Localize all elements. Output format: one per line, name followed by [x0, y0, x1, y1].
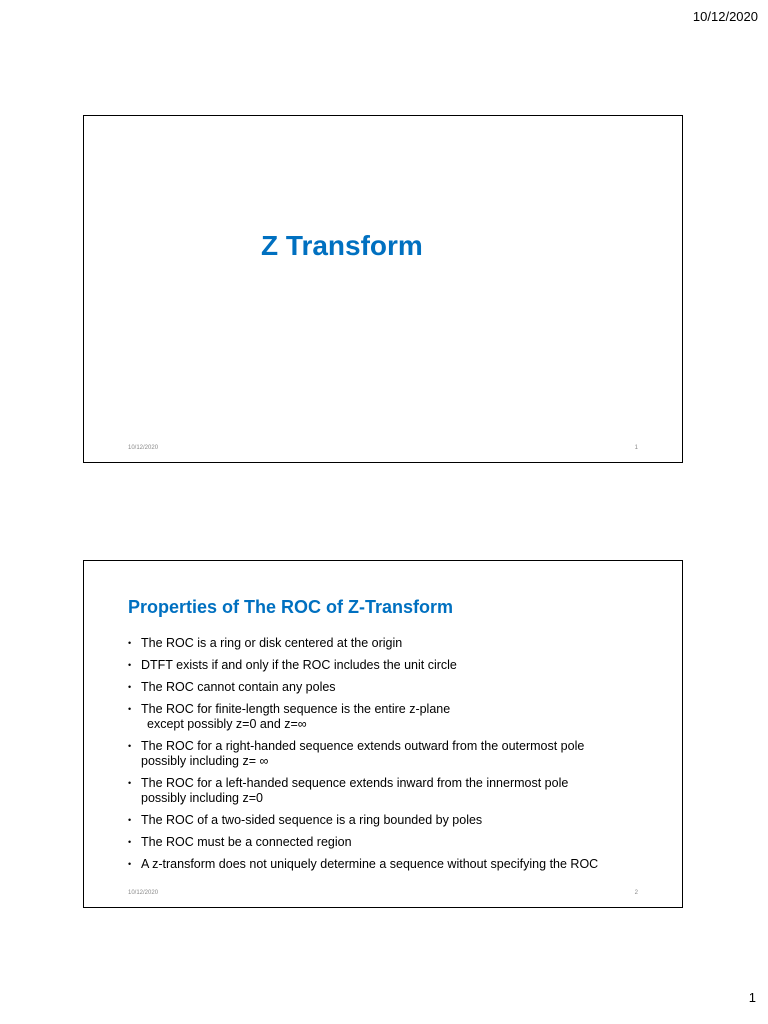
slide-title: Z Transform: [261, 230, 423, 261]
bullet-item: [128, 702, 658, 732]
bullet-text: • The ROC cannot contain any poles: [141, 680, 336, 694]
bullet-item: [128, 636, 658, 651]
bullet-item: [128, 813, 658, 828]
bullet-text: • The ROC is a ring or disk centered at the origin: [141, 636, 403, 650]
bullet-item: [128, 680, 658, 695]
bullet-text: • The ROC for a left-handed sequence extends inward from the innermost pole: [141, 776, 569, 790]
page-date: 10/12/2020: [692, 9, 758, 24]
bullet-item: [128, 857, 658, 872]
bullet-item: [128, 739, 658, 769]
slide-footer-number: 2: [634, 890, 638, 896]
bullet-list: [128, 636, 658, 879]
slide-footer-number: 1: [634, 445, 638, 451]
bullet-text: • The ROC for finite-length sequence is the entire z-plane: [141, 702, 451, 716]
bullet-text-continued: possibly including z=0: [141, 791, 263, 805]
page-number: 1: [748, 990, 756, 1005]
bullet-text: • The ROC must be a connected region: [141, 835, 352, 849]
bullet-text-continued: possibly including z= ∞: [141, 754, 269, 768]
bullet-text: • A z-transform does not uniquely determine a sequence without specifying the ROC: [141, 857, 599, 871]
slide-1: [83, 115, 683, 463]
bullet-text: • The ROC for a right-handed sequence extends outward from the outermost pole: [141, 739, 585, 753]
bullet-item: [128, 658, 658, 673]
slide-footer-date: 10/12/2020: [128, 445, 159, 451]
bullet-item: [128, 835, 658, 850]
bullet-item: [128, 776, 658, 806]
slide-title: Properties of The ROC of Z-Transform: [128, 597, 454, 617]
bullet-text: • DTFT exists if and only if the ROC includes the unit circle: [141, 658, 457, 672]
slide-2: [83, 560, 683, 908]
slide-footer-date: 10/12/2020: [128, 890, 159, 896]
bullet-text-continued: except possibly z=0 and z=∞: [147, 717, 307, 731]
bullet-text: • The ROC of a two-sided sequence is a ring bounded by poles: [141, 813, 483, 827]
